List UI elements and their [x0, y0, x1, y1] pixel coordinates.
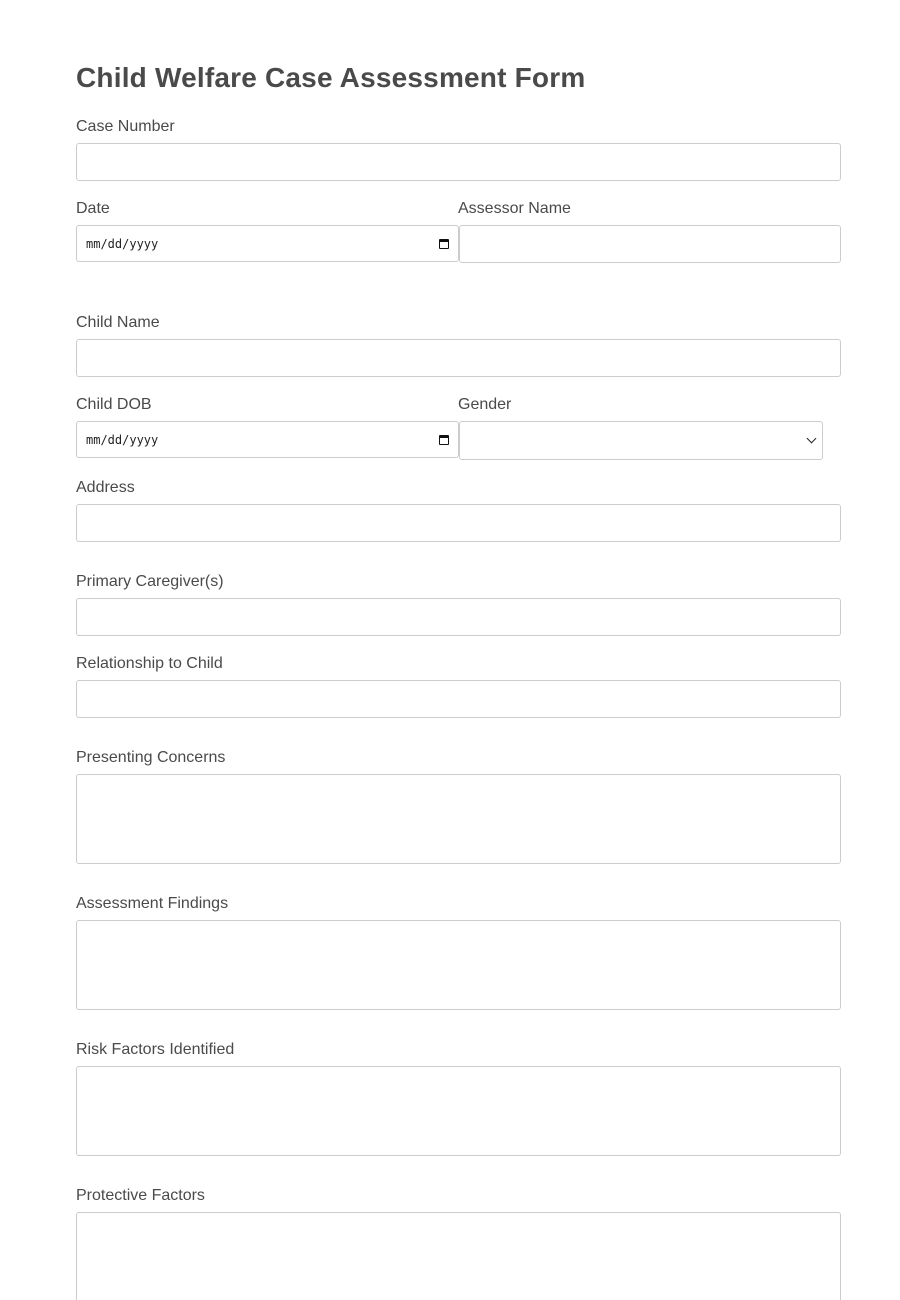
page-title: Child Welfare Case Assessment Form — [76, 62, 586, 93]
chevron-down-icon — [807, 434, 817, 444]
child-name-input[interactable] — [76, 339, 841, 377]
relationship-input[interactable] — [76, 680, 841, 718]
child-dob-label: Child DOB — [76, 396, 152, 413]
child-dob-placeholder: mm/dd/yyyy — [86, 432, 159, 447]
protective-factors-textarea[interactable] — [76, 1212, 841, 1300]
date-placeholder: mm/dd/yyyy — [86, 236, 159, 251]
case-number-input[interactable] — [76, 143, 841, 181]
assessor-name-input[interactable] — [459, 225, 841, 263]
risk-factors-label: Risk Factors Identified — [76, 1041, 235, 1058]
child-name-label: Child Name — [76, 314, 160, 331]
date-input[interactable] — [76, 225, 459, 262]
address-label: Address — [76, 479, 135, 496]
calendar-icon[interactable] — [439, 435, 449, 445]
presenting-concerns-label: Presenting Concerns — [76, 749, 226, 766]
date-label: Date — [76, 200, 110, 217]
relationship-label: Relationship to Child — [76, 655, 223, 672]
protective-factors-label: Protective Factors — [76, 1187, 205, 1204]
address-input[interactable] — [76, 504, 841, 542]
presenting-concerns-textarea[interactable] — [76, 774, 841, 864]
calendar-icon[interactable] — [439, 239, 449, 249]
primary-caregivers-label: Primary Caregiver(s) — [76, 573, 224, 590]
assessor-name-label: Assessor Name — [458, 200, 571, 217]
gender-select[interactable] — [459, 421, 823, 460]
child-dob-input[interactable] — [76, 421, 459, 458]
primary-caregivers-input[interactable] — [76, 598, 841, 636]
risk-factors-textarea[interactable] — [76, 1066, 841, 1156]
gender-label: Gender — [458, 396, 512, 413]
case-number-label: Case Number — [76, 118, 175, 135]
assessment-findings-label: Assessment Findings — [76, 895, 229, 912]
assessment-findings-textarea[interactable] — [76, 920, 841, 1010]
